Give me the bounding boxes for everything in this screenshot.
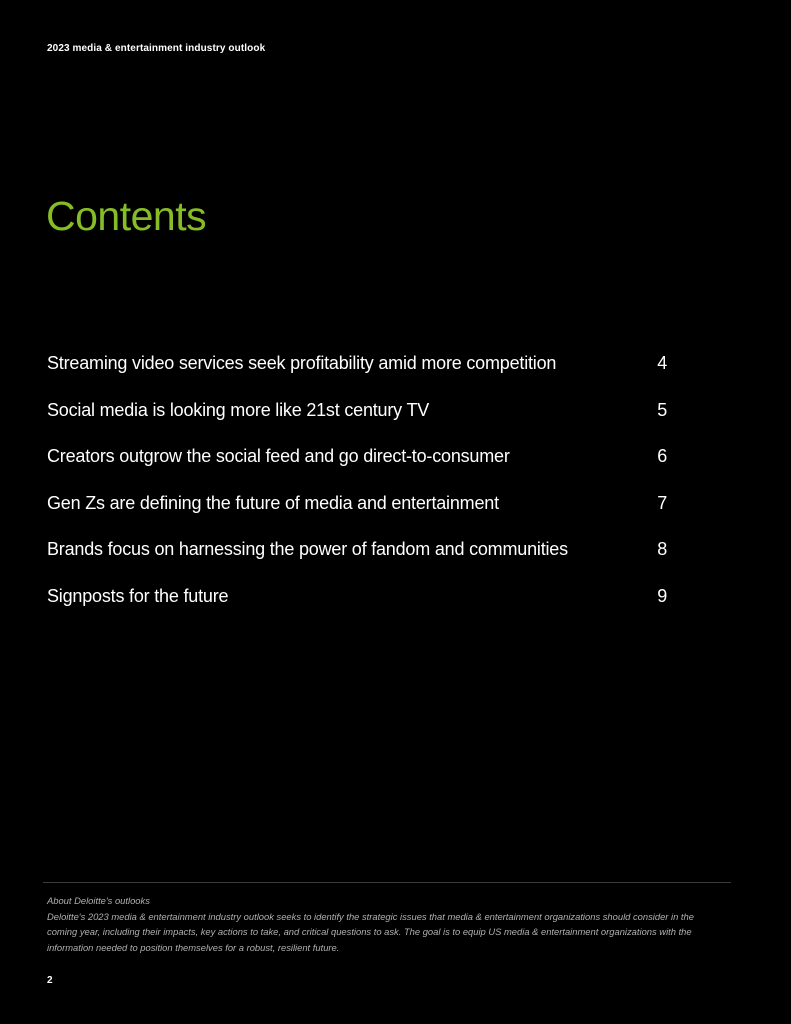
document-header: 2023 media & entertainment industry outlook — [47, 43, 266, 54]
toc-item-label: Gen Zs are defining the future of media and entertainment — [47, 492, 499, 513]
toc-item[interactable] — [47, 400, 667, 447]
table-of-contents — [47, 353, 667, 633]
toc-item-label: Creators outgrow the social feed and go direct-to-consumer — [47, 446, 510, 467]
about-section — [47, 893, 707, 955]
toc-item-label: Signposts for the future — [47, 585, 229, 606]
page-number: 2 — [47, 975, 53, 986]
toc-item[interactable] — [47, 539, 667, 586]
toc-item-page: 8 — [657, 539, 667, 560]
about-heading: About Deloitte's outlooks — [47, 895, 150, 906]
toc-item-label: Social media is looking more like 21st century TV — [47, 399, 430, 420]
toc-item-page: 6 — [657, 446, 667, 467]
toc-item-label: Brands focus on harnessing the power of fandom and communities — [47, 539, 568, 560]
toc-item[interactable] — [47, 446, 667, 493]
toc-item-page: 5 — [657, 399, 667, 420]
toc-item-page: 7 — [657, 492, 667, 513]
toc-item[interactable] — [47, 586, 667, 633]
about-text: Deloitte's 2023 media & entertainment industry outlook seeks to identify the strategic issues that media & entertainment organizations should consider in the coming year, including their impacts, key actions to take, and critical questions to ask. The goal is to equip US media & entertainment organizations with the information needed to position themselves for a robust, resilient future. — [47, 910, 694, 953]
toc-item-page: 4 — [657, 353, 667, 373]
footer-divider — [43, 882, 731, 883]
toc-item-label: Streaming video services seek profitability amid more competition — [47, 353, 557, 373]
contents-heading: Contents — [46, 193, 207, 239]
toc-item[interactable] — [47, 353, 667, 400]
toc-item-page: 9 — [657, 585, 667, 606]
toc-item[interactable] — [47, 493, 667, 540]
